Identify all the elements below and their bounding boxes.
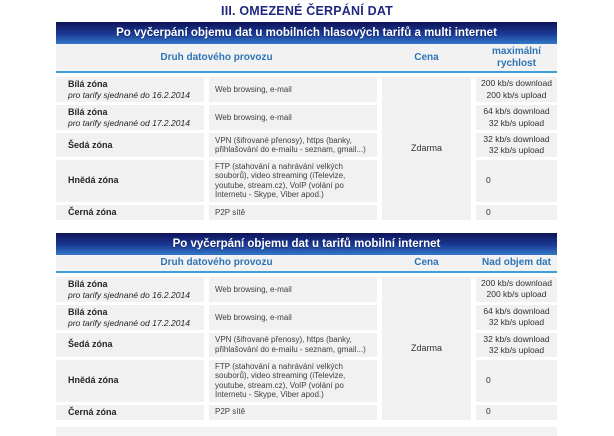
zone-cell xyxy=(56,277,204,302)
zone-note: pro tarify sjednané do 16.2.2014 xyxy=(68,89,190,100)
column-header-price: Cena xyxy=(414,257,439,269)
zone-cell xyxy=(56,360,204,402)
table-banner: Po vyčerpání objemu dat u tarifů mobilní internet xyxy=(56,233,557,255)
speed-cell xyxy=(476,105,557,130)
speed-cell xyxy=(476,133,557,157)
traffic-cell: VPN (šifrované přenosy), https (banky, přihlašování do e-mailu - seznam, gmail...) xyxy=(209,333,377,357)
traffic-cell: VPN (šifrované přenosy), https (banky, přihlašování do e-mailu - seznam, gmail...) xyxy=(209,133,377,157)
traffic-cell: Web browsing, e-mail xyxy=(209,105,377,130)
zone-note: pro tarify sjednané od 17.2.2014 xyxy=(68,117,190,128)
zone-cell xyxy=(56,205,204,220)
table-body xyxy=(56,273,557,420)
zone-cell xyxy=(56,77,204,102)
zone-cell xyxy=(56,405,204,420)
zone-name: Bílá zóna xyxy=(68,278,108,289)
zone-name: Bílá zóna xyxy=(68,306,108,317)
zone-name: Hnědá zóna xyxy=(68,175,119,186)
speed-value: 0 xyxy=(486,206,491,217)
column-header-row xyxy=(56,44,557,73)
zone-name: Černá zóna xyxy=(68,206,117,217)
zone-name: Bílá zóna xyxy=(68,79,108,89)
zone-cell xyxy=(56,133,204,157)
price-cell: Zdarma xyxy=(382,277,471,420)
speed-cell xyxy=(476,333,557,357)
zone-note: pro tarify sjednané od 17.2.2014 xyxy=(68,317,190,328)
traffic-cell: P2P sítě xyxy=(209,205,377,220)
table-banner: Po vyčerpání objemu dat u mobilních hlasových tarifů a multi internet xyxy=(56,22,557,44)
zone-note: pro tarify sjednané do 16.2.2014 xyxy=(68,289,190,300)
document-body xyxy=(56,22,557,420)
page-title: III. OMEZENÉ ČERPÁNÍ DAT xyxy=(221,4,393,18)
speed-download: 64 kb/s download xyxy=(483,306,550,317)
zone-name: Černá zóna xyxy=(68,406,117,417)
zone-name: Šedá zóna xyxy=(68,339,113,350)
speed-cell xyxy=(476,77,557,102)
zone-name: Bílá zóna xyxy=(68,107,108,117)
speed-cell xyxy=(476,205,557,220)
traffic-cell: Web browsing, e-mail xyxy=(209,305,377,330)
column-header-price: Cena xyxy=(414,52,439,63)
traffic-cell: FTP (stahování a nahrávání velkých souborů), video streaming (iTelevize, youtube, stream.cz), VoIP (volání po Internetu - Skype, Viber apod.) xyxy=(209,160,377,202)
speed-value: 0 xyxy=(486,175,491,186)
zone-cell xyxy=(56,333,204,357)
zone-name: Šedá zóna xyxy=(68,139,113,150)
traffic-cell: Web browsing, e-mail xyxy=(209,277,377,302)
speed-cell xyxy=(476,160,557,202)
traffic-cell: FTP (stahování a nahrávání velkých souborů), video streaming (iTelevize, youtube, stream.cz), VoIP (volání po Internetu - Skype, Viber apod.) xyxy=(209,360,377,402)
speed-value: 0 xyxy=(486,375,491,386)
speed-download: 200 kb/s download xyxy=(481,78,552,89)
speed-download: 32 kb/s download xyxy=(483,133,550,144)
speed-cell xyxy=(476,405,557,420)
zone-cell xyxy=(56,305,204,330)
zone-name: Hnědá zóna xyxy=(68,375,119,386)
column-header-limit: maximální rychlost xyxy=(492,46,541,69)
speed-download: 64 kb/s download xyxy=(483,106,550,117)
speed-download: 200 kb/s download xyxy=(481,278,552,289)
speed-upload: 32 kb/s upload xyxy=(488,117,545,128)
zone-cell xyxy=(56,160,204,202)
traffic-cell: P2P sítě xyxy=(209,405,377,420)
speed-upload: 32 kb/s upload xyxy=(488,145,545,155)
speed-cell xyxy=(476,360,557,402)
speed-upload: 32 kb/s upload xyxy=(488,317,545,328)
speed-upload: 200 kb/s upload xyxy=(486,89,547,100)
speed-upload: 200 kb/s upload xyxy=(486,289,547,300)
footer-strip xyxy=(56,427,557,436)
price-cell: Zdarma xyxy=(382,77,471,220)
speed-download: 32 kb/s download xyxy=(483,333,550,344)
speed-upload: 32 kb/s upload xyxy=(488,344,545,355)
column-header-limit: Nad objem dat xyxy=(482,257,551,268)
table-body xyxy=(56,73,557,220)
column-header-traffic-type: Druh datového provozu xyxy=(160,52,273,63)
table-mobile-internet-tariffs xyxy=(56,233,557,420)
speed-value: 0 xyxy=(486,406,491,417)
table-voice-tariffs xyxy=(56,22,557,220)
speed-cell xyxy=(476,277,557,302)
traffic-cell: Web browsing, e-mail xyxy=(209,77,377,102)
zone-cell xyxy=(56,105,204,130)
speed-cell xyxy=(476,305,557,330)
column-header-row xyxy=(56,255,557,273)
column-header-traffic-type: Druh datového provozu xyxy=(160,257,273,269)
